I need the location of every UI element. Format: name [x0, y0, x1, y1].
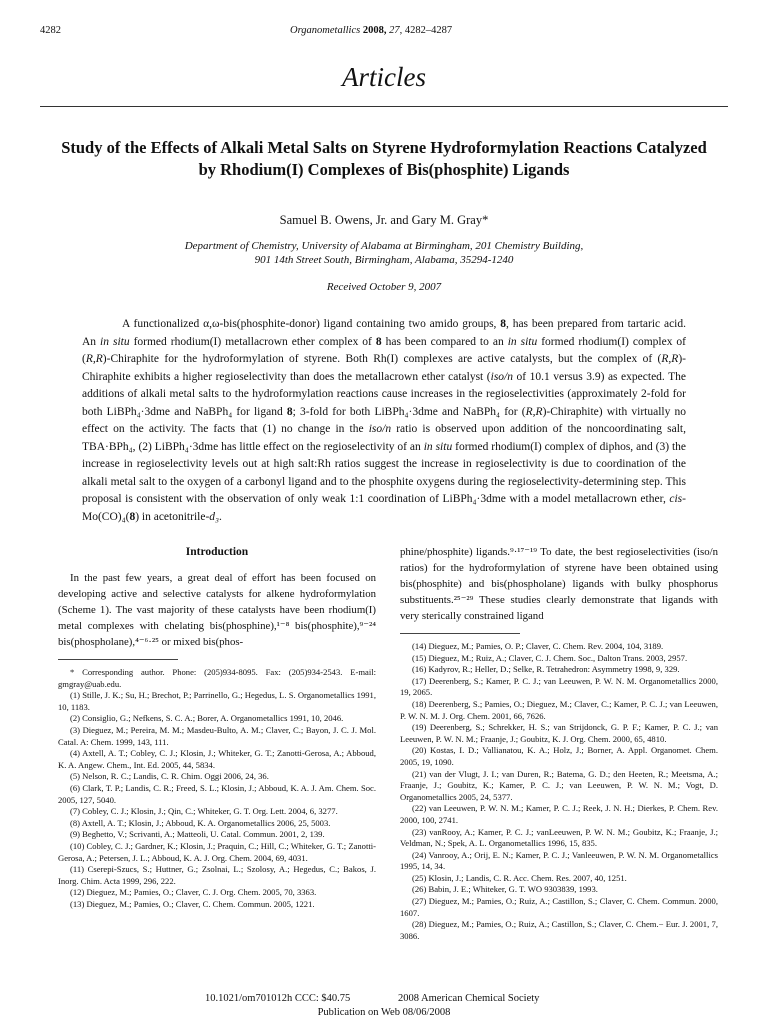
affiliation-line-1: Department of Chemistry, University of Alabama at Birmingham, 201 Chemistry Building,: [184, 240, 584, 252]
reference-item: (1) Stille, J. K.; Su, H.; Brechot, P.; Parrinello, G.; Hegedus, L. S. Organometallics 1991, 10, 1183.: [58, 690, 376, 712]
footnote-divider: [58, 659, 178, 660]
reference-item: (12) Dieguez, M.; Pamies, O.; Claver, C. J. Org. Chem. 2005, 70, 3363.: [70, 887, 317, 898]
reference-item: (13) Dieguez, M.; Pamies, O.; Claver, C. Chem. Commun. 2005, 1221.: [70, 898, 315, 909]
journal-citation: [290, 25, 452, 36]
reference-item: (19) Deerenberg, S.; Schrekker, H. S.; van Strijdonck, G. P. F.; Kamer, P. C. J.; van Leeuwen, P. W. N. M.; Fraanje, J.; Goubitz, K. J. Org. Chem. 2000, 65, 4810.: [400, 722, 718, 744]
reference-item: (17) Deerenberg, S.; Kamer, P. C. J.; van Leeuwen, P. W. N. M. Organometallics 2000, 19, 2065.: [400, 675, 718, 698]
article-title: Study of the Effects of Alkali Metal Salts on Styrene Hydroformylation Reactions Catalyzed by Rhodium(I) Complexes of Bis(phosphite) Ligands: [61, 138, 707, 179]
reference-item: (10) Cobley, C. J.; Gardner, K.; Klosin, J.; Praquin, C.; Hill, C.; Whiteker, G. T.; Zanotti-Gerosa, A.; Petersen, J. L.; Abboud, K. A. J. Org. Chem. 2004, 69, 4031.: [58, 840, 376, 863]
right-column: [400, 544, 718, 942]
reference-item: (2) Consiglio, G.; Nefkens, S. C. A.; Borer, A. Organometallics 1991, 10, 2046.: [70, 713, 344, 724]
reference-item: * Corresponding author. Phone: (205)934-8095. Fax: (205)934-2543. E-mail: gmgray@uab.edu.: [58, 667, 376, 689]
reference-item: (20) Kostas, I. D.; Vallianatou, K. A.; Holz, J.; Borner, A. Appl. Organomet. Chem. 2005, 19, 1090.: [400, 745, 718, 767]
reference-item: (27) Dieguez, M.; Pamies, O.; Ruiz, A.; Castillon, S.; Claver, C. Chem. Commun. 2000, 1607.: [400, 896, 718, 918]
reference-item: (11) Cserepi-Szucs, S.; Huttner, G.; Zsolnai, L.; Szolosy, A.; Hegedus, C.; Bakos, J. Inorg. Chim. Acta 1999, 296, 222.: [58, 864, 376, 886]
reference-item: (6) Clark, T. P.; Landis, C. R.; Freed, S. L.; Klosin, J.; Abboud, K. A. J. Am. Chem. Soc. 2005, 127, 5040.: [58, 782, 376, 805]
introduction-heading: Introduction: [185, 546, 249, 558]
header-rule: [40, 106, 728, 107]
journal-pages: 4282–4287: [404, 25, 453, 36]
received-date: Received October 9, 2007: [326, 281, 442, 293]
journal-name: Organometallics: [290, 25, 361, 36]
author-list: Samuel B. Owens, Jr. and Gary M. Gray*: [279, 213, 489, 227]
reference-item: (7) Cobley, C. J.; Klosin, J.; Qin, C.; Whiteker, G. T. Org. Lett. 2004, 6, 3277.: [70, 806, 338, 817]
right-footnotes: [400, 641, 718, 942]
left-footnotes: [58, 667, 376, 910]
reference-item: (14) Dieguez, M.; Pamies, O. P.; Claver, C. Chem. Rev. 2004, 104, 3189.: [412, 641, 664, 651]
affiliation: [60, 239, 708, 267]
reference-item: (16) Kadyrov, R.; Heller, D.; Selke, R. Tetrahedron: Asymmetry 1998, 9, 329.: [412, 664, 680, 675]
reference-item: (15) Dieguez, M.; Ruiz, A.; Claver, C. J. Chem. Soc., Dalton Trans. 2003, 2957.: [412, 652, 688, 663]
page-number: 4282: [40, 25, 61, 36]
publication-date: Publication on Web 08/06/2008: [317, 1007, 451, 1018]
reference-item: (9) Beghetto, V.; Scrivanti, A.; Matteoli, U. Catal. Commun. 2001, 2, 139.: [70, 829, 325, 840]
reference-item: (4) Axtell, A. T.; Cobley, C. J.; Klosin, J.; Whiteker, G. T.; Zanotti-Gerosa, A.; Abboud, K. A. Angew. Chem., Int. Ed. 2005, 44, 5834.: [58, 748, 376, 770]
introduction-continuation: phine/phosphite) ligands.⁹·¹⁷⁻¹⁹ To date, the best regioselectivities (iso/n ratios) for the hydroformylation of styrene have been obtained using bis(phosphite) and bis(phospholane) ligands with bulky phosphorus substituents.²⁵⁻²⁹ These studies clearly demonstrate that ligands with very sterically constrained ligand: [400, 546, 718, 622]
reference-item: (21) van der Vlugt, J. I.; van Duren, R.; Batema, G. D.; den Heeten, R.; Meetsma, A.; Fraanje, J.; Goubitz, K.; Kamer, P. C. J.; van Leeuwen, P. W. N. M.; Vogt, D. Organometallics 2005, 24, 5377.: [400, 768, 718, 802]
footnote-divider: [400, 633, 520, 634]
affiliation-line-2: 901 14th Street South, Birmingham, Alabama, 35294-1240: [254, 254, 514, 266]
reference-item: (8) Axtell, A. T.; Klosin, J.; Abboud, K. A. Organometallics 2006, 25, 5003.: [70, 817, 331, 828]
introduction-paragraph: In the past few years, a great deal of effort has been focused on developing active and selective catalysts for alkene hydroformylation (Scheme 1). The vast majority of these catalysts have been rhodium(I) metal complexes with chelating bis(phosphine),¹⁻⁸ bis(phosphite),⁹⁻²⁴ bis(phospholane),⁴⁻⁶·²⁵ or mixed bis(phos-: [58, 572, 376, 648]
journal-volume: 27,: [389, 25, 403, 36]
reference-item: (23) vanRooy, A.; Kamer, P. C. J.; vanLeeuwen, P. W. N. M.; Goubitz, K.; Fraanje, J.; Veldman, N.; Spek, A. L. Organometallics 1996, 15, 835.: [400, 826, 718, 849]
doi-line: 10.1021/om701012h CCC: $40.75: [205, 993, 351, 1004]
left-column: [58, 544, 376, 910]
journal-year: 2008,: [362, 25, 387, 36]
reference-item: (3) Dieguez, M.; Pereira, M. M.; Masdeu-Bulto, A. M.; Claver, C.; Bayon, J. C. J. Mol. Catal. A: Chem. 1999, 143, 111.: [58, 724, 376, 747]
reference-item: (22) van Leeuwen, P. W. N. M.; Kamer, P. C. J.; Reek, J. N. H.; Dierkes, P. Chem. Rev. 2000, 100, 2741.: [400, 803, 718, 825]
reference-item: (28) Dieguez, M.; Pamies, O.; Ruiz, A.; Castillon, S.; Claver, C. Chem.− Eur. J. 2001, 7, 3086.: [400, 919, 718, 941]
section-banner: Articles: [342, 62, 426, 92]
reference-item: (25) Klosin, J.; Landis, C. R. Acc. Chem. Res. 2007, 40, 1251.: [412, 872, 627, 883]
reference-item: (24) Vanrooy, A.; Orij, E. N.; Kamer, P. C. J.; Vanleeuwen, P. W. N. M. Organometallics 1995, 14, 34.: [400, 849, 718, 872]
reference-item: (26) Babin, J. E.; Whiteker, G. T. WO 9303839, 1993.: [412, 884, 598, 895]
reference-item: (18) Deerenberg, S.; Pamies, O.; Dieguez, M.; Claver, C.; Kamer, P. C. J.; van Leeuwen, P. W. N. M. J. Org. Chem. 2001, 66, 7626.: [400, 698, 718, 721]
abstract: A functionalized α,ω-bis(phosphite-donor) ligand containing two amido groups, 8, has been prepared from tartaric acid. An in situ formed rhodium(I) metallacrown ether complex of 8 has been compared to an in situ formed rhodium(I) complex of (R,R)-Chiraphite for the hydroformylation of styrene. Both Rh(I) complexes are active catalysts, but the complex of (R,R)-Chiraphite exhibits a higher regioselectivity than does the metallacrown ether catalyst (iso/n of 10.1 versus 3.9) as expected. The additions of alkali metal salts to the hydroformylation reactions cause increases in the regioselectivities (approximately 2-fold for both LiBPh₄·3dme and NaBPh₄ for ligand 8; 3-fold for both LiBPh₄·3dme and NaBPh₄ for (R,R)-Chiraphite) with virtually no effect on the activity. The facts that (1) no change in the iso/n ratio is observed upon addition of the noncoordinating salt, TBA·BPh₄, (2) LiBPh₄·3dme has little effect on the regioselectivity of an in situ formed rhodium(I) complex of diphos, and (3) the increase in regioselectivity levels out at high salt:Rh ratios suggest the increase in regioselectivity is due to coordination of the alkali metal salt to the oxygen of a carbonyl ligand and to the phosphite oxygens during the regioselectivity-determining step. This proposal is consistent with the observation of only weak 1:1 coordination of LiBPh₄·3dme with a model metallacrown ether, cis-Mo(CO)₄(8) in acetonitrile-d₃.: [82, 318, 687, 523]
reference-item: (5) Nelson, R. C.; Landis, C. R. Chim. Oggi 2006, 24, 36.: [70, 771, 269, 782]
copyright-line: 2008 American Chemical Society: [398, 993, 540, 1004]
